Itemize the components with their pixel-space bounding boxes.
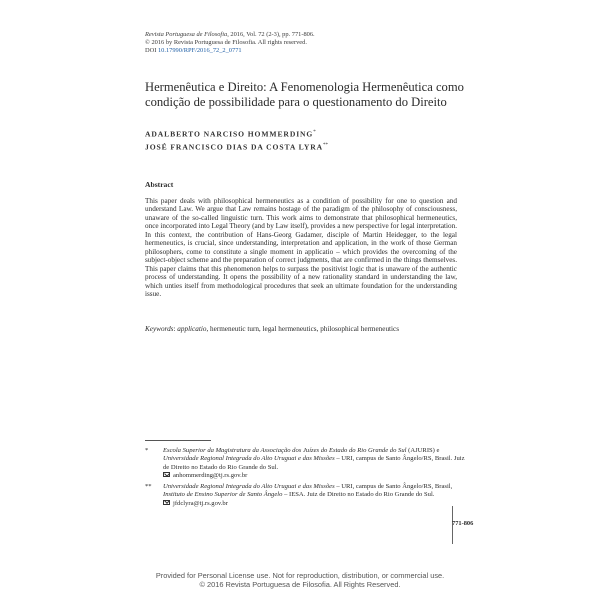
footnote-2-mark: ** bbox=[145, 483, 152, 490]
author-1-footnote-mark: * bbox=[313, 130, 316, 135]
keywords-rest: , hermeneutic turn, legal hermeneutics, philosophical hermeneutics bbox=[206, 325, 400, 333]
footnote-2-email-line bbox=[163, 500, 465, 508]
doi-label: DOI bbox=[145, 47, 157, 55]
citation-line bbox=[145, 31, 315, 39]
author-2-name: JOSÉ FRANCISCO DIAS DA COSTA LYRA bbox=[145, 142, 324, 152]
footnote-1-mark: * bbox=[145, 447, 149, 454]
license-line-1: Provided for Personal License use. Not for reproduction, distribution, or commercial use. bbox=[155, 571, 445, 580]
footnote-2-institution-2: Instituto de Ensino Superior de Santo Ângelo bbox=[163, 491, 283, 499]
footnote-2 bbox=[145, 483, 465, 508]
footnote-2-text-4: – IESA. Juiz de Direito no Estado do Rio Grande do Sul. bbox=[282, 491, 435, 499]
journal-name: Revista Portuguesa de Filosofia bbox=[145, 31, 228, 38]
keywords-label: Keywords bbox=[145, 325, 174, 333]
abstract-heading: Abstract bbox=[145, 180, 174, 189]
footnote-1-institution-2: Universidade Regional Integrada do Alto Uruguai e das Missões bbox=[163, 455, 335, 463]
title-line-1: Hermenêutica e Direito: A Fenomenologia Hermenêutica como bbox=[145, 80, 464, 94]
footnote-2-email[interactable]: jfdclyra@tj.rs.gov.br bbox=[173, 499, 228, 507]
doi-link[interactable]: 10.17990/RPF/2016_72_2_0771 bbox=[157, 47, 242, 55]
article-title bbox=[145, 80, 475, 110]
author-2 bbox=[145, 140, 328, 153]
author-2-footnote-mark: ** bbox=[323, 142, 329, 148]
footnote-1-body bbox=[163, 447, 465, 480]
doi-line bbox=[145, 47, 315, 55]
license-notice bbox=[0, 571, 600, 589]
footnote-1-email-line bbox=[163, 472, 465, 480]
envelope-icon bbox=[163, 472, 170, 477]
author-list bbox=[145, 127, 328, 152]
keyword-applicatio: applicatio bbox=[177, 325, 207, 333]
abstract-body: This paper deals with philosophical hermeneutics as a condition of possibility for one to question and understand Law. We argue that Law remains hostage of the paradigm of the philosophy of consciousness, unaware of the so-called linguistic turn. This work aims to demonstrate that philosophical hermeneutics, once incorporated into Legal Theory (and by Law itself), provides a new perspective for legal interpretation. In this context, the contribution of Hans-Georg Gadamer, disciple of Martin Heidegger, to the legal hermeneutics, is crucial, since understanding, interpretation and application, in the work of those German philosophers, come to constitute a single moment in applicatio – which provides the overcoming of the subject-object scheme and the preparation of correct judgments, that are confirmed in the things themselves. This paper claims that this phenomenon helps to surpass the positivist logic that is unaware of the authentic process of understanding. It opens the possibility of a new rationality standard in understanding the law, which unties itself from methodological procedures that seek an ultimate foundation for the understanding issue. bbox=[145, 197, 457, 298]
keywords bbox=[145, 325, 457, 334]
footnote-2-text-2: – URI, campus de Santo Ângelo/RS, Brasil, bbox=[334, 483, 453, 490]
journal-header bbox=[145, 31, 315, 56]
footnote-2-institution-1: Universidade Regional Integrada do Alto Uruguai e das Missões bbox=[163, 483, 335, 490]
citation-details: , 2016, Vol. 72 (2-3), pp. 771-806. bbox=[227, 31, 315, 38]
page-range: 771-806 bbox=[452, 520, 474, 527]
license-line-2: © 2016 Revista Portuguesa de Filosofia. All Rights Reserved. bbox=[199, 580, 401, 590]
copyright-line: © 2016 by Revista Portuguesa de Filosofia. All rights reserved. bbox=[145, 39, 307, 47]
footnote-1 bbox=[145, 447, 465, 480]
footnote-1-institution-1: Escola Superior da Magistratura da Associação dos Juízes do Estado do Rio Grande do Sul bbox=[163, 447, 407, 454]
envelope-icon bbox=[163, 500, 170, 505]
footnote-1-email[interactable]: anhommerding@tj.rs.gov.br bbox=[173, 471, 248, 479]
footnote-divider bbox=[145, 440, 211, 441]
author-1 bbox=[145, 127, 328, 140]
keywords-colon: : bbox=[173, 325, 178, 333]
title-line-2: condição de possibilidade para o questionamento do Direito bbox=[145, 95, 447, 110]
footnote-1-text-4: – URI, campus de Santo Ângelo/RS, Brasil. Juiz de Direito no Estado do Rio Grande do Sul. bbox=[163, 455, 465, 471]
footnote-1-text-2: (AJURIS) e bbox=[406, 447, 440, 454]
author-1-name: ADALBERTO NARCISO HOMMERDING bbox=[145, 129, 314, 139]
footnote-2-body bbox=[163, 483, 465, 508]
